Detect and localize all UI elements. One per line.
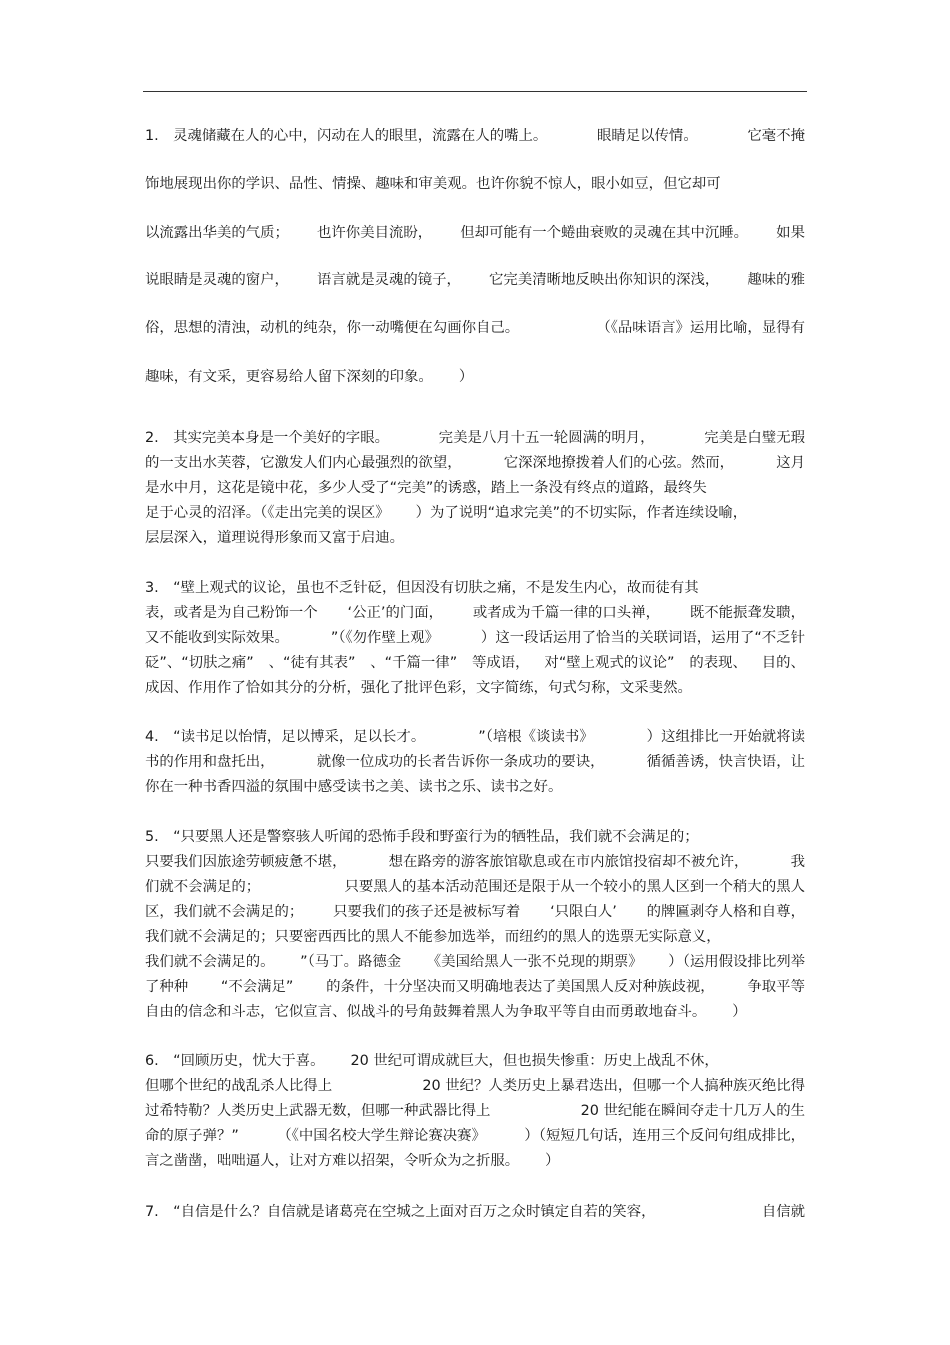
paragraph-4-line	[145, 777, 805, 797]
text-segment: 的牌匾剥夺人格和自尊，	[646, 904, 805, 920]
text-segment: ）（短短几句话，连用三个反问句组成排比，	[524, 1128, 805, 1144]
text-segment: 又不能收到实际效果。	[145, 630, 289, 646]
text-segment: 但哪个世纪的战乱杀人比得上	[145, 1078, 333, 1094]
paragraph-2-line	[145, 528, 805, 548]
text-segment: （《中国名校大学生辩论赛决赛》	[277, 1128, 486, 1144]
text-segment: 俗，思想的清浊，动机的纯杂，你一动嘴便在勾画你自己。	[145, 320, 520, 336]
paragraph-6-line	[145, 1076, 805, 1096]
text-segment: ”（《勿作壁上观》	[330, 630, 440, 646]
text-segment: ”（马丁。路德金	[300, 954, 402, 970]
text-segment: 趣味的雅	[747, 272, 805, 288]
text-segment: 它完美清晰地反映出你知识的深浅，	[489, 272, 720, 288]
paragraph-5-line	[145, 852, 805, 872]
paragraph-6-line	[145, 1051, 805, 1071]
text-segment: 自信就	[761, 1204, 805, 1220]
text-segment: 言之凿凿，咄咄逼人，让对方难以招架，令听众为之折服。	[145, 1153, 520, 1169]
text-segment: 就像一位成功的长者告诉你一条成功的要诀，	[316, 754, 605, 770]
text-segment: 了种种	[145, 979, 189, 995]
text-segment: 完美是白璧无瑕	[704, 430, 805, 446]
paragraph-3-line	[145, 653, 805, 673]
text-segment: 我们就不会满足的；只要密西西比的黑人不能参加选举，而纽约的黑人的选票无实际意义，	[145, 929, 721, 945]
text-segment: 完美是八月十五一轮圆满的明月，	[438, 430, 655, 446]
paragraph-5-line	[145, 877, 805, 897]
paragraph-2-line	[145, 503, 805, 523]
paragraph-5-line	[145, 902, 805, 922]
text-segment: 我	[790, 854, 805, 870]
text-segment: ”（培根《谈读书》	[478, 729, 594, 745]
paragraph-1-line	[145, 223, 805, 243]
text-segment: 趣味，有文采，更容易给人留下深刻的印象。	[145, 369, 433, 385]
text-segment: 们就不会满足的；	[145, 879, 261, 895]
paragraph-6-line	[145, 1126, 805, 1146]
text-segment: 20 世纪可谓成就巨大，但也损失惨重：历史上战乱不休，	[350, 1053, 719, 1069]
paragraph-3-line	[145, 628, 805, 648]
text-segment: 表，或者是为自己粉饰一个	[145, 605, 318, 621]
text-segment: 足于心灵的沼泽。（《走出完美的误区》	[145, 505, 390, 521]
text-segment: 眼睛足以传情。	[596, 128, 698, 144]
paragraph-3-line	[145, 578, 805, 598]
text-segment: 的条件，十分坚决而又明确地表达了美国黑人反对种族歧视，	[326, 979, 715, 995]
text-segment: 2. 其实完美本身是一个美好的字眼。	[145, 430, 389, 446]
paragraph-1-line	[145, 174, 805, 194]
text-segment: 、“千篇一律”	[370, 655, 458, 671]
text-segment: 的一支出水芙蓉，它激发人们内心最强烈的欲望，	[145, 455, 462, 471]
text-segment: 书的作用和盘托出，	[145, 754, 275, 770]
text-segment: 循循善诱，快言快语，让	[646, 754, 805, 770]
paragraph-3-line	[145, 678, 805, 698]
paragraph-4-line	[145, 727, 805, 747]
text-segment: 的表现、	[689, 655, 747, 671]
text-segment: 饰地展现出你的学识、品性、情操、趣味和审美观。也许你貌不惊人，眼小如豆，但它却可	[145, 176, 721, 192]
text-segment: 它毫不掩	[747, 128, 805, 144]
text-segment: 层层深入，道理说得形象而又富于启迪。	[145, 530, 405, 546]
text-segment: 命的原子弹？”	[145, 1128, 239, 1144]
text-segment: ）	[458, 369, 474, 385]
text-segment: 争取平等	[747, 979, 805, 995]
text-segment: 只要黑人的基本活动范围还是限于从一个较小的黑人区到一个稍大的黑人	[344, 879, 805, 895]
text-segment: 自由的信念和斗志，它似宣言、似战斗的号角鼓舞着黑人为争取平等自由而勇敢地奋斗。	[145, 1004, 707, 1020]
text-segment: 或者成为千篇一律的口头禅，	[472, 605, 660, 621]
text-segment: 成因、作用作了恰如其分的分析，强化了批评色彩，文字简练，句式匀称，文采斐然。	[145, 680, 692, 696]
text-segment: 20 世纪能在瞬间夺走十几万人的生	[580, 1103, 805, 1119]
paragraph-2-line	[145, 453, 805, 473]
paragraph-6-line	[145, 1151, 805, 1171]
text-segment: 也许你美目流盼，	[317, 225, 433, 241]
text-segment: ）	[732, 1004, 747, 1020]
text-segment: 对“壁上观式的议论”	[544, 655, 675, 671]
paragraph-5-line	[145, 952, 805, 972]
text-segment: ‘公正’的门面，	[347, 605, 444, 621]
paragraph-5-line	[145, 827, 805, 847]
text-segment: 这月	[776, 455, 805, 471]
paragraph-3-line	[145, 603, 805, 623]
paragraph-5-line	[145, 977, 805, 997]
paragraph-2-line	[145, 428, 805, 448]
text-segment: 是水中月，这花是镜中花，多少人受了“完美”的诱惑，踏上一条没有终点的道路，最终失	[145, 480, 707, 496]
text-segment: 想在路旁的游客旅馆歇息或在市内旅馆投宿却不被允许，	[388, 854, 749, 870]
text-segment: 4. “读书足以怡情，足以博采，足以长才。	[145, 729, 426, 745]
text-segment: 等成语，	[472, 655, 530, 671]
paragraph-1-line	[145, 270, 805, 290]
text-segment: 目的、	[761, 655, 805, 671]
paragraph-7-line	[145, 1202, 805, 1222]
text-segment: 语言就是灵魂的镜子，	[317, 272, 461, 288]
text-segment: 砭”、“切肤之痛”	[145, 655, 254, 671]
text-segment: ）为了说明“追求完美”的不切实际，作者连续设喻，	[415, 505, 748, 521]
text-segment: 、“徒有其表”	[268, 655, 356, 671]
text-segment: 过希特勒？人类历史上武器无数，但哪一种武器比得上	[145, 1103, 491, 1119]
paragraph-5-line	[145, 927, 805, 947]
text-segment: 区，我们就不会满足的；	[145, 904, 304, 920]
text-segment: 只要我们因旅途劳顿疲惫不堪，	[145, 854, 347, 870]
text-segment: ）这一段话运用了恰当的关联词语，运用了“不乏针	[480, 630, 805, 646]
paragraph-6-line	[145, 1101, 805, 1121]
text-segment: 如果	[776, 225, 805, 241]
text-segment: 《美国给黑人一张不兑现的期票》	[426, 954, 643, 970]
paragraph-1-line	[145, 126, 805, 146]
header-rule	[143, 91, 807, 92]
text-segment: 但却可能有一个蜷曲衰败的灵魂在其中沉睡。	[460, 225, 749, 241]
text-segment: 1. 灵魂储藏在人的心中，闪动在人的眼里，流露在人的嘴上。	[145, 128, 548, 144]
text-segment: 我们就不会满足的。	[145, 954, 275, 970]
text-segment: ）（运用假设排比列举	[668, 954, 805, 970]
text-segment: 只要我们的孩子还是被标写着	[333, 904, 521, 920]
paragraph-5-line	[145, 1002, 805, 1022]
text-segment: 既不能振聋发聩，	[689, 605, 805, 621]
paragraph-1-line	[145, 318, 805, 338]
paragraph-1-line	[145, 367, 805, 387]
text-segment: （《品味语言》运用比喻，显得有	[596, 320, 805, 336]
text-segment: ）这组排比一开始就将读	[646, 729, 805, 745]
text-segment: 6. “回顾历史，忧大于喜。	[145, 1053, 325, 1069]
text-segment: 5. “只要黑人还是警察骇人听闻的恐怖手段和野蛮行为的牺牲品，我们就不会满足的；	[145, 829, 699, 845]
text-segment: 20 世纪？人类历史上暴君迭出，但哪一个人搞种族灭绝比得	[422, 1078, 805, 1094]
text-segment: 你在一种书香四溢的氛围中感受读书之美、读书之乐、读书之好。	[145, 779, 563, 795]
text-segment: 说眼睛是灵魂的窗户，	[145, 272, 289, 288]
paragraph-4-line	[145, 752, 805, 772]
text-segment: “不会满足”	[220, 979, 294, 995]
text-segment: ‘只限白人’	[550, 904, 617, 920]
text-segment: 7. “自信是什么？自信就是诸葛亮在空城之上面对百万之众时镇定自若的笑容，	[145, 1204, 656, 1220]
text-segment: 3. “壁上观式的议论，虽也不乏针砭，但因没有切肤之痛，不是发生内心，故而徒有其	[145, 580, 699, 596]
text-segment: 以流露出华美的气质；	[145, 225, 289, 241]
text-segment: ）	[545, 1153, 560, 1169]
paragraph-2-line	[145, 478, 805, 498]
text-segment: 它深深地撩拨着人们的心弦。然而，	[503, 455, 735, 471]
